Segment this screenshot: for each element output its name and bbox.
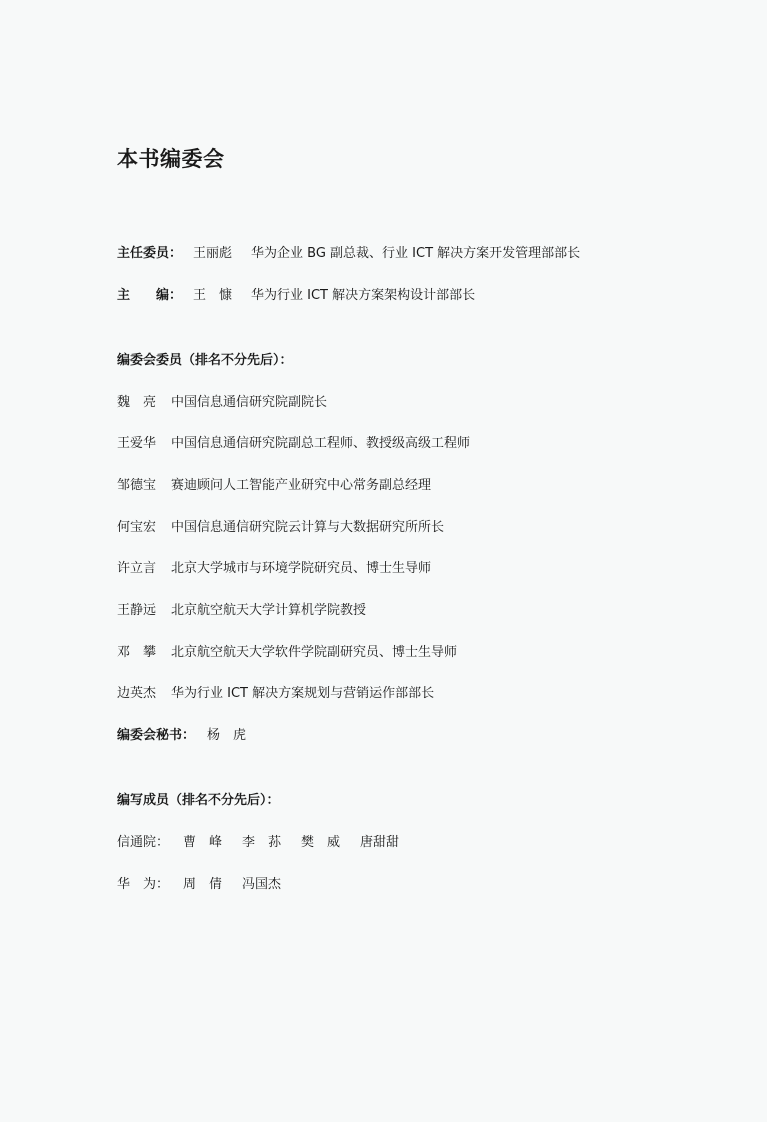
writer-name: 唐甜甜 <box>360 835 400 850</box>
writers-group-caict <box>117 834 419 852</box>
member-title: 中国信息通信研究院云计算与大数据研究所所长 <box>171 520 445 535</box>
secretary-name: 杨 虎 <box>207 728 247 743</box>
writer-name: 周 倩 <box>183 877 223 892</box>
leader-name: 王丽彪 <box>193 246 233 261</box>
member-title: 中国信息通信研究院副总工程师、教授级高级工程师 <box>171 436 471 451</box>
member-title: 赛迪顾问人工智能产业研究中心常务副总经理 <box>171 478 432 493</box>
writer-name: 樊 威 <box>301 835 341 850</box>
leader-label: 主任委员： <box>117 246 183 261</box>
member-name: 邓 攀 <box>117 645 157 660</box>
leader-title: 华为行业 ICT 解决方案架构设计部部长 <box>251 288 476 303</box>
writer-name: 李 荪 <box>242 835 282 850</box>
page-title: 本书编委会 <box>117 147 225 171</box>
member-name: 何宝宏 <box>117 520 157 535</box>
committee-member-row <box>117 685 434 703</box>
writer-name: 曹 峰 <box>183 835 223 850</box>
committee-member-row <box>117 644 457 662</box>
committee-member-row <box>117 477 431 495</box>
member-title: 北京航空航天大学软件学院副研究员、博士生导师 <box>171 645 458 660</box>
writer-group-label: 信通院： <box>117 835 170 850</box>
committee-member-row <box>117 602 366 620</box>
member-name: 边英杰 <box>117 686 157 701</box>
member-title: 北京航空航天大学计算机学院教授 <box>171 603 367 618</box>
member-title: 华为行业 ICT 解决方案规划与营销运作部部长 <box>171 686 435 701</box>
committee-heading: 编委会委员（排名不分先后）： <box>117 353 293 368</box>
leader-row-editor <box>117 287 475 305</box>
member-name: 许立言 <box>117 561 157 576</box>
member-title: 北京大学城市与环境学院研究员、博士生导师 <box>171 561 432 576</box>
committee-member-row <box>117 560 431 578</box>
leader-title: 华为企业 BG 副总裁、行业 ICT 解决方案开发管理部部长 <box>251 246 581 261</box>
member-name: 王静远 <box>117 603 157 618</box>
writers-group-huawei <box>117 876 301 894</box>
leader-name: 王 慷 <box>193 288 233 303</box>
leader-row-director <box>117 245 580 263</box>
committee-member-row <box>117 519 444 537</box>
committee-member-row <box>117 435 470 453</box>
member-title: 中国信息通信研究院副院长 <box>171 395 328 410</box>
committee-member-row <box>117 394 327 412</box>
secretary-row <box>117 727 246 745</box>
leader-label: 主 编： <box>117 288 183 303</box>
writer-name: 冯国杰 <box>242 877 282 892</box>
writers-heading: 编写成员（排名不分先后）： <box>117 793 280 808</box>
member-name: 邹德宝 <box>117 478 157 493</box>
member-name: 王爱华 <box>117 436 157 451</box>
secretary-label: 编委会秘书： <box>117 728 196 743</box>
writer-group-label: 华 为： <box>117 877 170 892</box>
member-name: 魏 亮 <box>117 395 157 410</box>
